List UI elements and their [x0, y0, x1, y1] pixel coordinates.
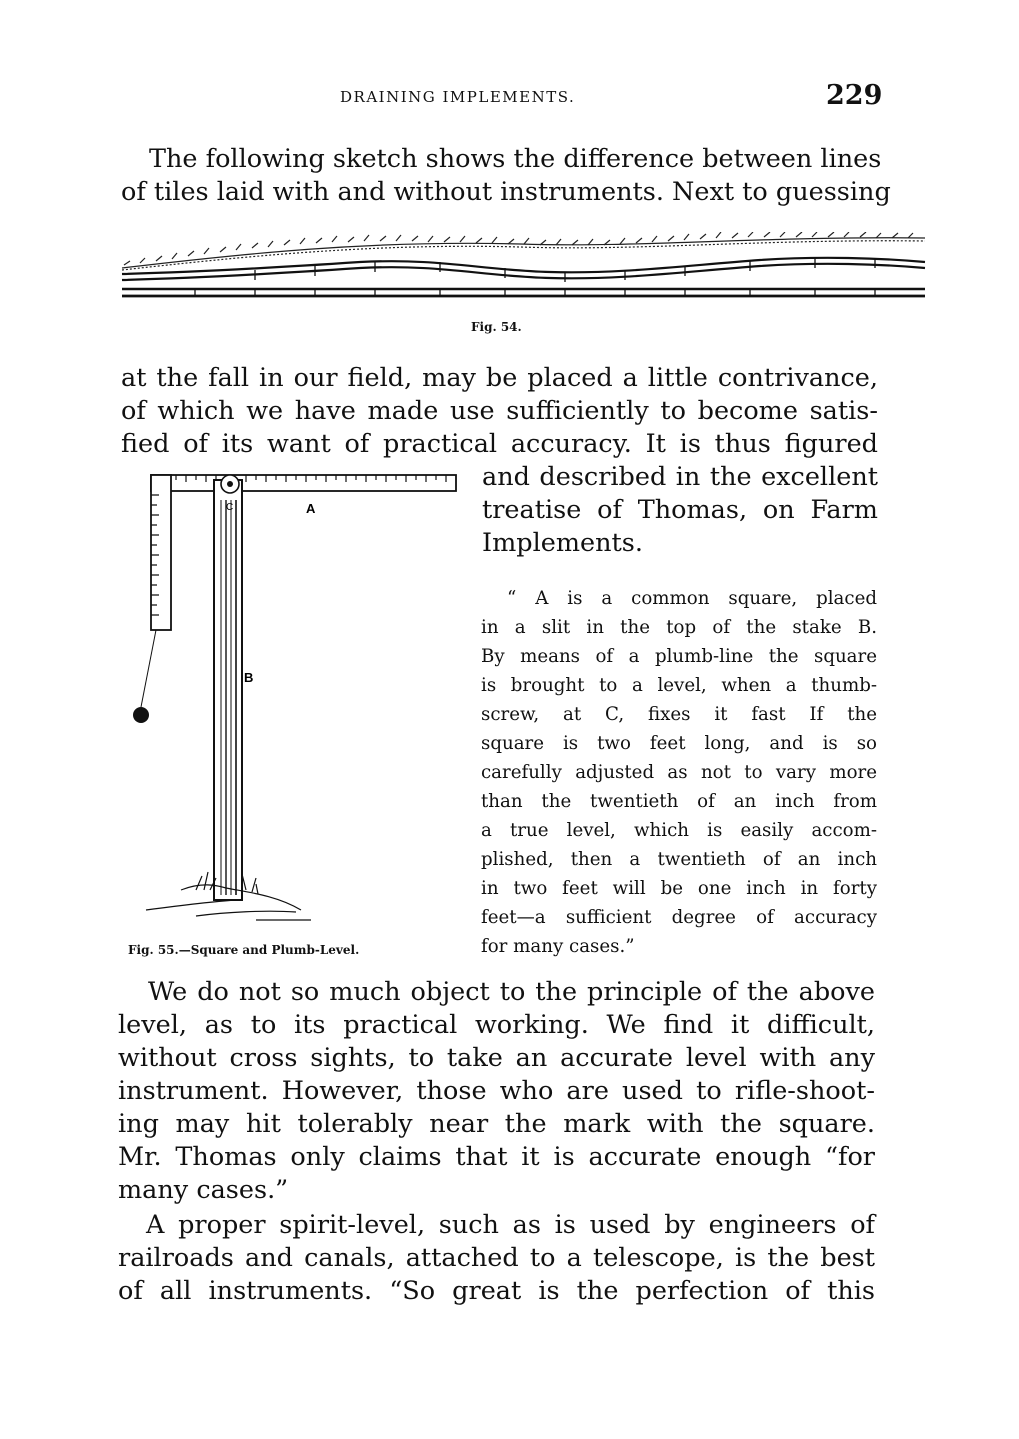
- quote-line: carefully adjusted as not to vary more: [481, 762, 877, 783]
- label-a: A: [306, 501, 316, 516]
- quote-line: in two feet will be one inch in forty: [481, 878, 877, 899]
- quote-line: By means of a plumb-line the square: [481, 646, 877, 667]
- text-line: at the fall in our field, may be placed a little contrivance,: [121, 363, 878, 393]
- quote-line: feet—a sufficient degree of accuracy: [481, 907, 877, 928]
- paragraph-intro: [121, 143, 891, 209]
- figure-55-caption: Fig. 55.—Square and Plumb-Level.: [128, 943, 360, 957]
- quote-line: than the twentieth of an inch from: [481, 791, 877, 812]
- paragraph-objection: [118, 976, 875, 1207]
- quote-line: “ A is a common square, placed: [507, 588, 877, 609]
- text-line: A proper spirit-level, such as is used by engineers of: [146, 1210, 875, 1240]
- plumb-line: [133, 630, 156, 723]
- square-arm: [151, 475, 456, 630]
- text-line: and described in the excellent: [482, 462, 878, 492]
- quotation-thomas: [481, 584, 877, 961]
- text-line: ing may hit tolerably near the mark with the square.: [118, 1109, 875, 1139]
- text-line: fied of its want of practical accuracy. It is thus figured: [121, 429, 878, 459]
- text-line: without cross sights, to take an accurate level with any: [118, 1043, 875, 1073]
- quote-line: for many cases.”: [481, 936, 635, 957]
- label-b: B: [244, 670, 254, 685]
- quote-line: screw, at C, fixes it fast If the: [481, 704, 877, 725]
- text-line: many cases.”: [118, 1175, 289, 1205]
- text-line: The following sketch shows the difference between lines: [149, 144, 882, 174]
- text-line: treatise of Thomas, on Farm: [482, 495, 878, 525]
- paragraph-contrivance: [121, 362, 878, 461]
- text-line: instrument. However, those who are used to rifle-shoot-: [118, 1076, 875, 1106]
- stake: [214, 480, 242, 900]
- quote-line: plished, then a twentieth of an inch: [481, 849, 877, 870]
- label-c: C: [226, 502, 234, 513]
- text-line: We do not so much object to the principle of the above: [148, 977, 875, 1007]
- figure-55-square-and-plumb-level: [126, 470, 466, 940]
- quote-line: a true level, which is easily accom-: [481, 820, 877, 841]
- text-line: level, as to its practical working. We find it difficult,: [118, 1010, 875, 1040]
- quote-line: square is two feet long, and is so: [481, 733, 877, 754]
- text-line: Mr. Thomas only claims that it is accurate enough “for: [118, 1142, 875, 1172]
- paragraph-contrivance-wrap: [482, 461, 878, 560]
- text-line: Implements.: [482, 528, 643, 558]
- running-title: DRAINING IMPLEMENTS.: [340, 88, 576, 106]
- page-number: 229: [826, 80, 883, 111]
- thumb-screw: [221, 475, 239, 493]
- figure-54-tile-lines: [120, 232, 930, 307]
- text-line: of all instruments. “So great is the perfection of this: [118, 1276, 875, 1306]
- text-line: of tiles laid with and without instruments. Next to guessing: [121, 177, 891, 207]
- quote-line: in a slit in the top of the stake B.: [481, 617, 877, 638]
- tile-line-with-instruments: [122, 289, 925, 296]
- figure-54-caption: Fig. 54.: [471, 320, 522, 334]
- text-line: railroads and canals, attached to a telescope, is the best: [118, 1243, 875, 1273]
- tile-line-without-instruments: [122, 258, 925, 282]
- paragraph-spirit-level: [118, 1209, 875, 1308]
- text-line: of which we have made use sufficiently to become satis-: [121, 396, 878, 426]
- quote-line: is brought to a level, when a thumb-: [481, 675, 877, 696]
